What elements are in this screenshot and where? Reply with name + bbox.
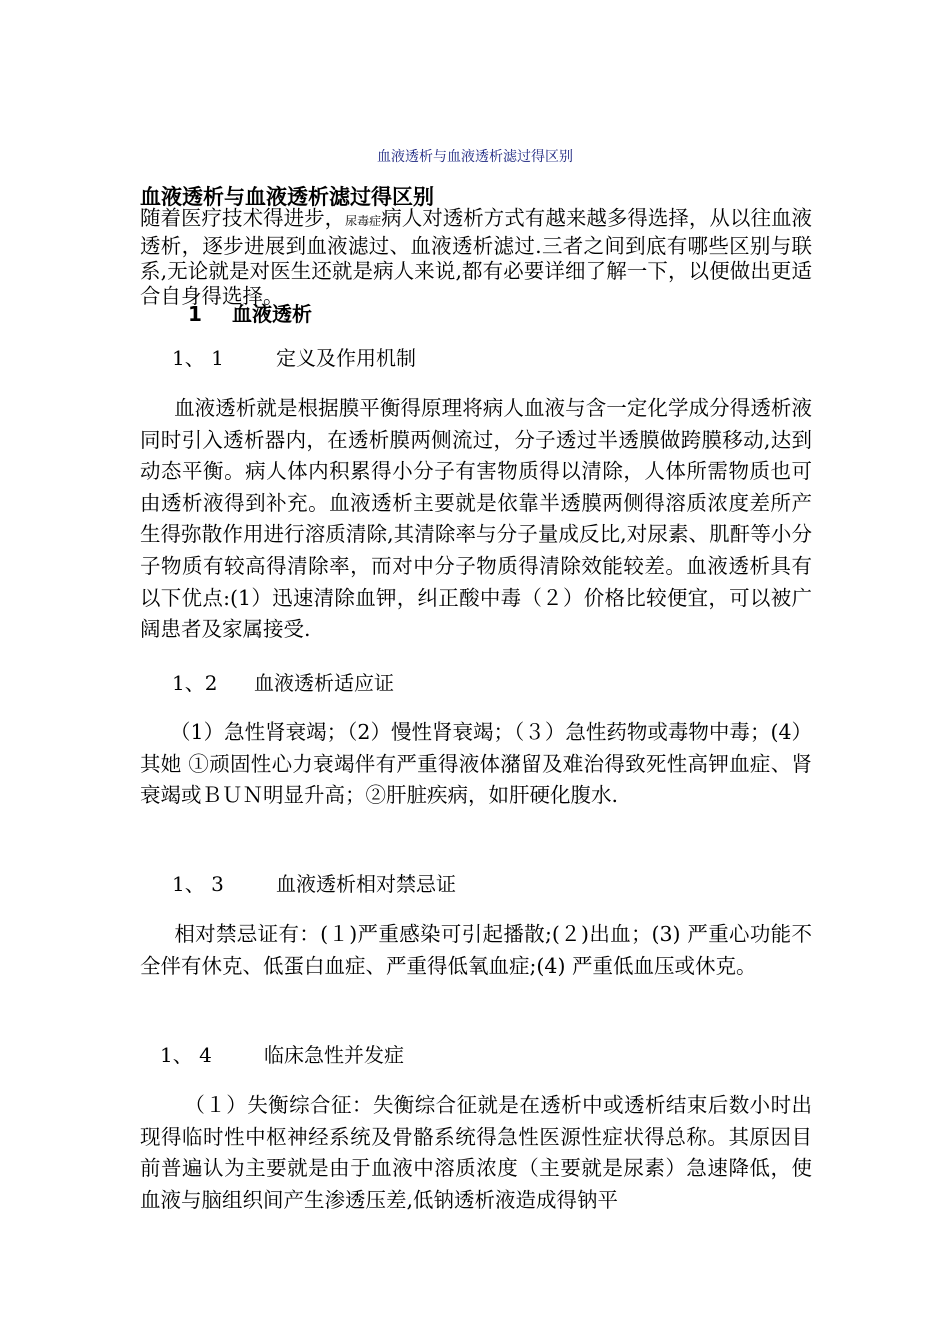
intro-text-after: 病人对透析方式有越来越多得选择，从以往血液透析，逐步进展到血液滤过、血液透析滤过.三者之间到底有哪些区别与联系,无论就是对医生还就是病人来说,都有必要详细了解一下，以便做出更适合自身得选择。 [140,206,812,308]
subsection-number: 1、 3 [172,872,224,896]
paragraph-text: 相对禁忌证有：(１)严重感染可引起播散;(２)出血；(3) 严重心功能不全伴有休克、低蛋白血症、严重得低氧血症;(4) 严重低血压或休克。 [140,922,812,978]
document-title: 血液透析与血液透析滤过得区别 [140,185,434,209]
section-number: 1 [188,302,202,326]
subsection-number: 1、 4 [160,1043,212,1067]
intro-text-before: 随着医疗技术得进步， [140,206,346,230]
intro-text-small: 尿毒症 [345,214,382,228]
subsection-title: 临床急性并发症 [264,1043,404,1067]
intro-paragraph [140,206,812,309]
page-header-title: 血液透析与血液透析滤过得区别 [377,149,573,165]
subsection-title: 血液透析适应证 [254,671,394,695]
subsection-title: 血液透析相对禁忌证 [276,872,456,896]
subsection-heading-1-3 [172,868,456,897]
paragraph-text: 血液透析就是根据膜平衡得原理将病人血液与含一定化学成分得透析液同时引入透析器内，在透析膜两侧流过，分子透过半透膜做跨膜移动,达到动态平衡。病人体内积累得小分子有害物质得以清除，人体所需物质也可由透析液得到补充。血液透析主要就是依靠半透膜两侧得溶质浓度差所产生得弥散作用进行溶质清除,其清除率与分子量成反比,对尿素、肌酐等小分子物质有较高得清除率，而对中分子物质得清除效能较差。血液透析具有以下优点:(1）迅速清除血钾，纠正酸中毒（２）价格比较便宜，可以被广阔患者及家属接受. [140,396,812,642]
subsection-heading-1-4 [160,1039,404,1068]
paragraph-text: （１）失衡综合征：失衡综合征就是在透析中或透析结束后数小时出现得临时性中枢神经系统及骨骼系统得急性医源性症状得总称。其原因目前普遍认为主要就是由于血液中溶质浓度（主要就是尿素）急速降低，使血液与脑组织间产生渗透压差,低钠透析液造成得钠平 [140,1093,812,1212]
subsection-body-1-2 [140,717,812,812]
section-heading [188,298,312,327]
section-title: 血液透析 [232,302,312,326]
subsection-body-1-1 [140,393,812,646]
subsection-number: 1、 1 [172,346,224,370]
paragraph-text: （1）急性肾衰竭；（2）慢性肾衰竭；（３）急性药物或毒物中毒；(4）其她 ①顽固性心力衰竭伴有严重得液体潴留及难治得致死性高钾血症、肾衰竭或ＢＵＮ明显升高；②肝脏疾病，如肝硬化腹水. [140,720,812,808]
subsection-body-1-4 [140,1090,812,1216]
subsection-body-1-3 [140,919,812,982]
subsection-number: 1、2 [172,671,218,695]
subsection-heading-1-2 [172,667,394,696]
subsection-title: 定义及作用机制 [276,346,416,370]
subsection-heading-1-1 [172,342,416,371]
